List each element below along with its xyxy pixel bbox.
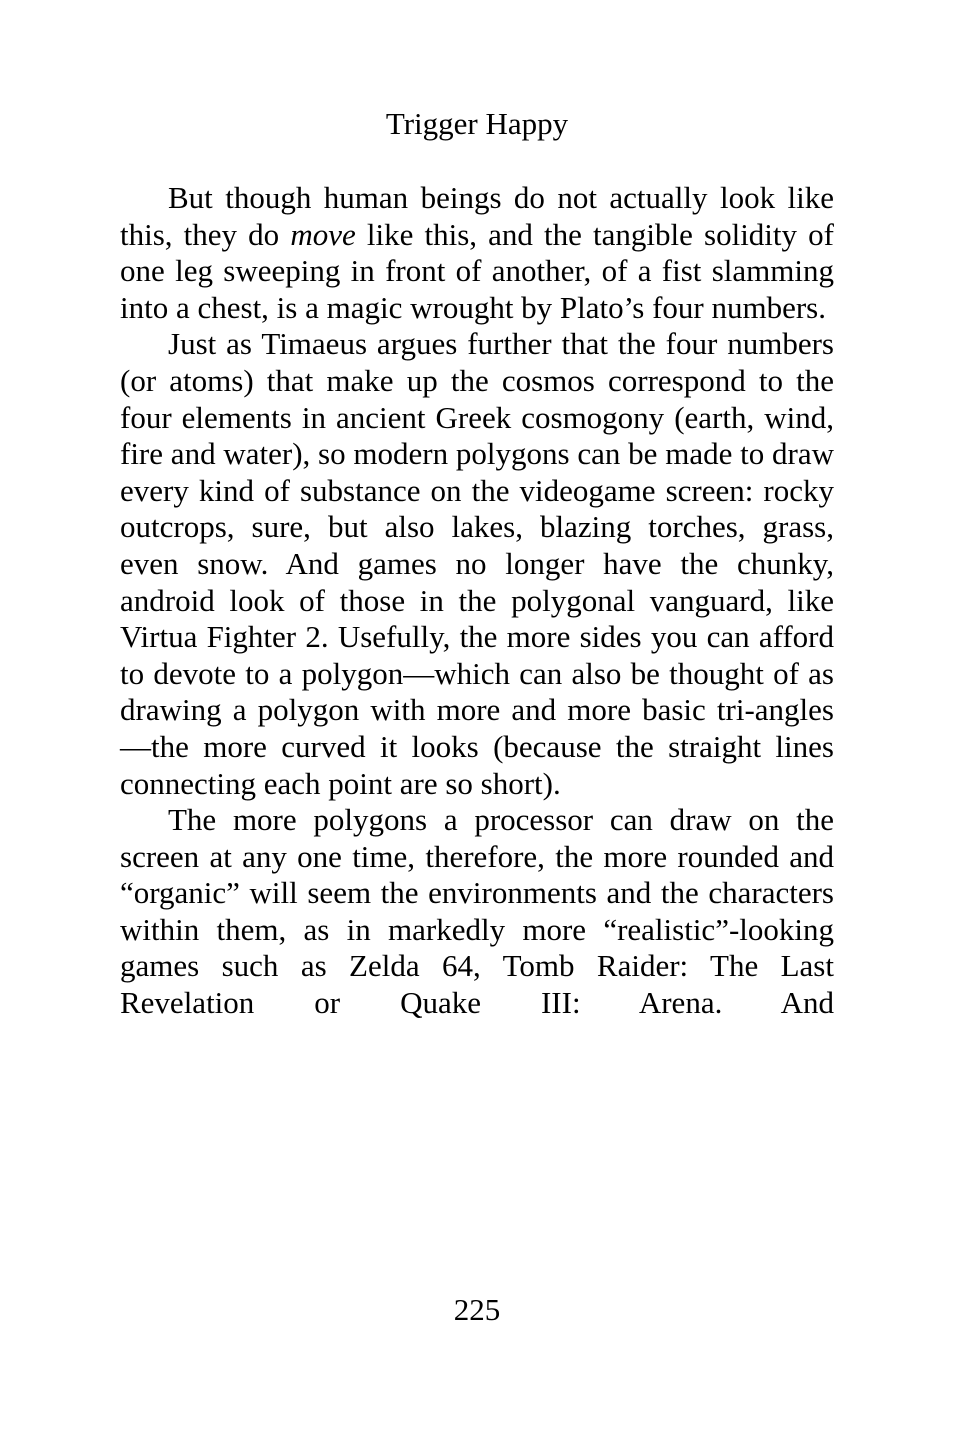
paragraph-3: The more polygons a processor can draw on the screen at any one time, therefore, the more rounded and “organic” will seem the environments and the characters within them, as in markedly more “realistic”-looking games such as Zelda 64, Tomb Raider: The Last Revelation or Quake III: Arena. And [120,802,834,1021]
paragraph-1 [120,180,834,326]
page-number: 225 [453,1292,501,1327]
paragraph-1-italic-word: move [290,216,356,252]
paragraph-2: Just as Timaeus argues further that the four numbers (or atoms) that make up the cosmos correspond to the four elements in ancient Greek cosmogony (earth, wind, fire and water), so modern polygons can be made to draw every kind of substance on the videogame screen: rocky outcrops, sure, but also lakes, blazing torches, grass, even snow. And games no longer have the chunky, android look of those in the polygonal vanguard, like Virtua Fighter 2. Usefully, the more sides you can afford to devote to a polygon—which can also be thought of as drawing a polygon with more and more basic tri-angles—the more curved it looks (because the straight lines connecting each point are so short). [120,326,834,801]
body-text [120,180,834,1022]
running-head-title: Trigger Happy [385,106,569,141]
paragraph-1-text-end: like this, and the tangible solidity of one leg sweeping in front of another, of a fist slamming into a chest, is a magic wrought by Plato’s four numbers. [120,216,834,325]
paragraph-1-text-start: But though human beings do not actually look like this, they do [120,180,834,252]
